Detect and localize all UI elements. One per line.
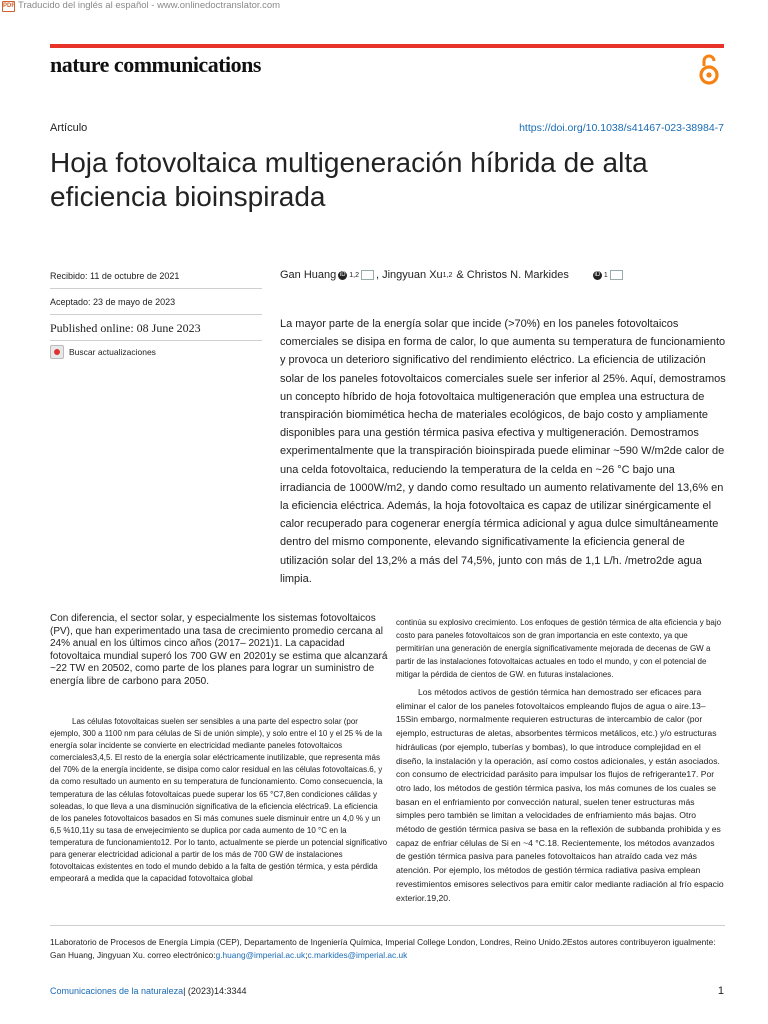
translator-icon: PDF xyxy=(2,1,15,12)
check-updates-button[interactable] xyxy=(50,345,156,359)
check-updates-icon xyxy=(50,345,64,359)
translator-banner[interactable] xyxy=(2,0,280,12)
check-updates-label: Buscar actualizaciones xyxy=(69,347,156,357)
author-affiliation-sup: 1,2 xyxy=(349,271,359,279)
body-paragraph: Las células fotovoltaicas suelen ser sensibles a una parte del espectro solar (por ejemplo, 300 a 1100 nm para células de Si de unión simple), y solo entre el 10 y el 25 % de la energía solar incidente se convierte en electricidad mediante paneles fotovoltaicos comerciales3,4,5. El resto de la energía solar eléctricamente inutilizable, que representa más del 70% de la energía incidente, se disipa como calor residual en las células fotovoltaicas.6, y da como resultado un aumento en su temperatura de funcionamiento. Como consecuencia, la temperatura de las células fotovoltaicas puede superar los 65 °C7,8en condiciones cálidas y soleadas, lo que lleva a una disminución significativa de la eficiencia eléctrica9. La eficiencia de los paneles fotovoltaicos basados en Si más comunes suele disminuir entre un 4,0 % y un 6,5 %10,11y su tasa de envejecimiento se duplica por cada aumento de 10 °C en la temperatura de funcionamiento12. Por lo tanto, actualmente se pierde un potencial significativo para generar electricidad adicional a partir de los más de 700 GW de instalaciones fotovoltaicas existentes en todo el mundo debido a la falta de gestión térmica, y esta pérdida empeorará a medida que la capacidad fotovoltaica global xyxy=(50,717,388,884)
header-accent-bar xyxy=(50,44,724,48)
footnote-divider xyxy=(50,925,725,926)
body-paragraph: Con diferencia, el sector solar, y especialmente los sistemas fotovoltaicos (PV), que han experimentado una tasa de crecimiento promedio cercana al 24% anual en los últimos cinco años (2017– 2021)1. La capacidad fotovoltaica mundial superó los 700 GW en 20201y se estima que alcanzará ~22 TW en 20502, como parte de los planes para lograr un suministro de energía libre de carbono para 2050. xyxy=(50,613,388,687)
author-name[interactable]: & Christos N. Markides xyxy=(456,269,569,281)
doi-link[interactable]: https://doi.org/10.1038/s41467-023-38984-7 xyxy=(519,122,724,134)
translator-banner-text: Traducido del inglés al español - www.onlinedoctranslator.com xyxy=(18,0,281,11)
body-paragraph: continúa su explosivo crecimiento. Los enfoques de gestión térmica de alta eficiencia y bajo costo para paneles fotovoltaicos son de gran importancia en este contexto, ya que permitirían una generación de energía significativamente mejorada de decenas de GW a partir de las instalaciones fotovoltaicas actuales en todo el mundo, y con el potencial de mitigar la pérdida de cientos de GW. en futuras instalaciones. xyxy=(396,618,722,679)
footer-citation xyxy=(50,986,246,996)
page-number: 1 xyxy=(717,985,724,997)
email-icon[interactable] xyxy=(361,270,374,280)
abstract: La mayor parte de la energía solar que incide (>70%) en los paneles fotovoltaicos comerciales se disipa en forma de calor, lo que aumenta su temperatura de funcionamiento y provoca un deterioro significativo del rendimiento eléctrico. La eficiencia de utilización solar de los paneles fotovoltaicos comerciales suele ser inferior al 25%. Aquí, demostramos un concepto híbrido de hoja fotovoltaica multigeneración que emplea una estructura de transpiración biomimética hecha de materiales ecológicos, de bajo costo y ampliamente disponibles para una gestión térmica pasiva efectiva y multigeneración. Demostramos experimentalmente que la transpiración bioinspirada puede eliminar ~590 W/m2de calor de una celda fotovoltaica, reduciendo la temperatura de la celda en ~26 °C bajo una irradiancia de 1000W/m2, y dando como resultado un aumento relativamente del 13,6% en la eficiencia eléctrica. Además, la hoja fotovoltaica es capaz de utilizar sinérgicamente el calor recuperado para cogenerar energía térmica adicional y agua dulce simultáneamente dentro del mismo componente, elevando significativamente la eficiencia general de utilización solar del 13,2% a más del 74,5%, junto con más de 1,1 L/h. /metro2de agua limpia. xyxy=(280,318,726,585)
published-date: Published online: 08 June 2023 xyxy=(50,321,201,335)
email-link[interactable]: g.huang@imperial.ac.uk xyxy=(215,950,306,960)
author-list xyxy=(280,269,625,281)
email-icon[interactable] xyxy=(610,270,623,280)
accepted-date: Aceptado: 23 de mayo de 2023 xyxy=(50,297,176,307)
meta-divider xyxy=(50,314,262,315)
open-access-icon xyxy=(696,52,722,86)
author-affiliation-sup: 1 xyxy=(603,271,608,279)
journal-name: nature communications xyxy=(50,52,261,77)
orcid-icon[interactable]: iD xyxy=(594,271,601,278)
orcid-icon[interactable]: iD xyxy=(339,271,346,278)
footer-citation-text: | (2023)14:3344 xyxy=(183,986,247,996)
article-title: Hoja fotovoltaica multigeneración híbrida de alta eficiencia bioinspirada xyxy=(50,147,648,212)
author-name[interactable]: , Jingyuan Xu xyxy=(376,269,443,281)
meta-divider xyxy=(50,340,262,341)
body-paragraph: Los métodos activos de gestión térmica han demostrado ser eficaces para eliminar el calor de los paneles fotovoltaicos empleando flujos de agua o aire.13–15Sin embargo, normalmente requieren estructuras de intercambio de calor (por ejemplo, estructuras de aletas, absorbentes térmicos metálicos, etc.) y/o estructuras hidráulicas (por ejemplo, tuberías y bombas), lo que introduce complejidad en el diseño, la instalación y la operación, así como costos adicionales, y están asociados. con consumo de electricidad parásito para impulsar los flujos de refrigerante17. Por otro lado, los métodos de gestión térmica pasiva, los más comunes de los cuales se basan en el enfriamiento por convección natural, suelen tener estructuras más simples pero también se limitan a velocidades de enfriamiento más bajas. Otro método de gestión térmica pasiva se basa en la reflexión de subbanda prohibida y es capaz de enfriar células de Si en ~4 °C.18. Recientemente, los métodos avanzados de gestión térmica pasiva para paneles fotovoltaicos han atraído cada vez más atención. Por ejemplo, los métodos de gestión térmica radiativa pasiva emplean revestimientos emisores selectivos para emitir calor mediante radiación al frío espacio exterior.19,20. xyxy=(396,687,724,903)
author-name[interactable]: Gan Huang xyxy=(280,269,337,281)
article-type: Artículo xyxy=(50,122,88,134)
email-link[interactable]: c.markides@imperial.ac.uk xyxy=(307,950,408,960)
received-date: Recibido: 11 de octubre de 2021 xyxy=(50,271,180,281)
affiliation-note xyxy=(50,936,725,962)
affiliation-text: 1Laboratorio de Procesos de Energía Limpia (CEP), Departamento de Ingeniería Química, Imperial College London, Londres, Reino Unido.2Estos autores contribuyeron igualmente: Gan Huang, Jingyuan Xu. correo electrónico: xyxy=(50,937,716,960)
footer-journal-link[interactable]: Comunicaciones de la naturaleza xyxy=(50,986,184,996)
author-affiliation-sup: 1,2 xyxy=(442,271,453,279)
email-separator: ; xyxy=(305,950,308,960)
meta-divider xyxy=(50,288,262,289)
